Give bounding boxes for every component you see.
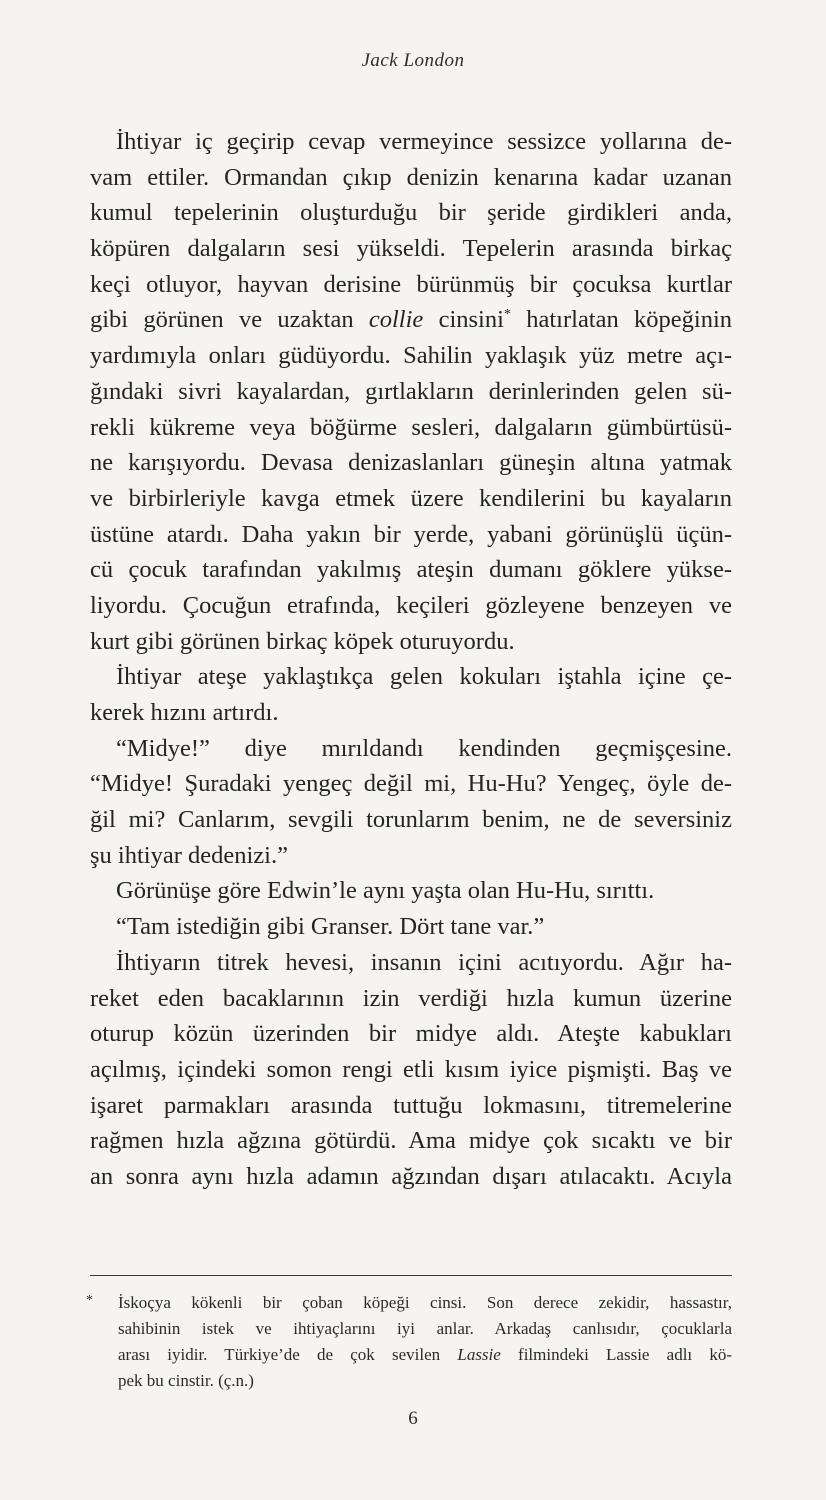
text-line: cü çocuk tarafından yakılmış ateşin dumanı göklere yükse- bbox=[90, 556, 732, 584]
text-line: kurt gibi görünen birkaç köpek oturuyordu. bbox=[90, 627, 515, 655]
text-line: liyordu. Çocuğun etrafında, keçileri gözleyene benzeyen ve bbox=[90, 591, 732, 619]
footnote-divider bbox=[90, 1275, 732, 1276]
text-line: ne karışıyordu. Devasa denizaslanları güneşin altına yatmak bbox=[90, 449, 732, 477]
footnote-line: sahibinin istek ve ihtiyaçlarını iyi anlar. Arkadaş canlısıdır, çocuklarla bbox=[118, 1319, 732, 1338]
text-segment: cinsini bbox=[438, 306, 504, 334]
text-line: Görünüşe göre Edwin’le aynı yaşta olan Hu-Hu, sırıttı. bbox=[116, 877, 655, 905]
running-head: Jack London bbox=[361, 50, 465, 71]
text-line: İhtiyarın titrek hevesi, insanın içini acıtıyordu. Ağır ha- bbox=[116, 948, 732, 976]
text-line: rekli kükreme veya böğürme sesleri, dalgaların gümbürtüsü- bbox=[90, 413, 732, 441]
text-line bbox=[90, 302, 732, 338]
text-line: üstüne atardı. Daha yakın bir yerde, yabani görünüşlü üçün- bbox=[90, 520, 732, 548]
text-line: kerek hızını artırdı. bbox=[90, 699, 279, 726]
paragraph bbox=[90, 124, 732, 659]
paragraph bbox=[90, 731, 732, 874]
text-line: İhtiyar ateşe yaklaştıkça gelen kokuları iştahla içine çe- bbox=[116, 663, 732, 691]
text-line: işaret parmakları arasında tuttuğu lokmasını, titremelerine bbox=[90, 1091, 732, 1119]
footnote-marker: * bbox=[86, 1293, 93, 1308]
text-line: reket eden bacaklarının izin verdiği hızla kumun üzerine bbox=[90, 984, 732, 1012]
text-segment: gibi görünen ve uzaktan bbox=[90, 306, 354, 334]
text-line: yardımıyla onları güdüyordu. Sahilin yaklaşık yüz metre açı- bbox=[90, 342, 732, 370]
paragraph bbox=[90, 873, 732, 909]
footnote-line: İskoçya kökenli bir çoban köpeği cinsi. Son derece zekidir, hassastır, bbox=[118, 1293, 732, 1312]
text-line: oturup közün üzerinden bir midye aldı. Ateşte kabukları bbox=[90, 1020, 732, 1048]
text-line: “Midye!” diye mırıldandı kendinden geçmişçesine. bbox=[116, 734, 732, 762]
footnote-marker: * bbox=[503, 307, 511, 323]
text-segment: hatırlatan köpeğinin bbox=[526, 306, 733, 334]
text-line: “Midye! Şuradaki yengeç değil mi, Hu-Hu? Yengeç, öyle de- bbox=[90, 770, 732, 798]
text-line: ve birbirleriyle kavga etmek üzere kendilerini bu kayaların bbox=[90, 484, 732, 512]
text-segment: filmindeki Lassie adlı kö- bbox=[518, 1345, 733, 1364]
text-line: kumul tepelerinin oluşturduğu bir şeride girdikleri anda, bbox=[90, 199, 732, 227]
text-line: an sonra aynı hızla adamın ağzından dışarı atılacaktı. Acıyla bbox=[90, 1162, 732, 1190]
text-line: şu ihtiyar dedenizi.” bbox=[90, 841, 288, 869]
footnote bbox=[86, 1290, 733, 1394]
text-line: İhtiyar iç geçirip cevap vermeyince sessizce yollarına de- bbox=[116, 128, 732, 155]
paragraph bbox=[90, 659, 732, 730]
text-line: köpüren dalgaların sesi yükseldi. Tepelerin arasında birkaç bbox=[90, 235, 732, 263]
body-text bbox=[90, 124, 732, 1195]
page-number: 6 bbox=[408, 1408, 418, 1429]
italic-title: Lassie bbox=[457, 1345, 501, 1364]
footnote-line bbox=[118, 1342, 732, 1368]
text-line: açılmış, içindeki somon rengi etli kısım iyice pişmişti. Baş ve bbox=[90, 1055, 732, 1083]
footnote-text bbox=[118, 1290, 732, 1394]
text-line: ğındaki sivri kayalardan, gırtlakların derinlerinden gelen sü- bbox=[90, 377, 732, 405]
footnote-line: pek bu cinstir. (ç.n.) bbox=[118, 1371, 254, 1390]
paragraph bbox=[90, 909, 732, 945]
paragraph bbox=[90, 945, 732, 1195]
text-line: keçi otluyor, hayvan derisine bürünmüş bir çocuksa kurtlar bbox=[90, 270, 732, 298]
italic-term: collie bbox=[368, 306, 424, 334]
text-line: ğil mi? Canlarım, sevgili torunlarım benim, ne de seversiniz bbox=[90, 806, 732, 834]
text-line: “Tam istediğin gibi Granser. Dört tane var.” bbox=[116, 913, 545, 941]
text-segment: arası iyidir. Türkiye’de de çok sevilen bbox=[118, 1345, 441, 1364]
text-line: vam ettiler. Ormandan çıkıp denizin kenarına kadar uzanan bbox=[90, 163, 732, 191]
text-line: rağmen hızla ağzına götürdü. Ama midye çok sıcaktı ve bir bbox=[90, 1127, 732, 1155]
